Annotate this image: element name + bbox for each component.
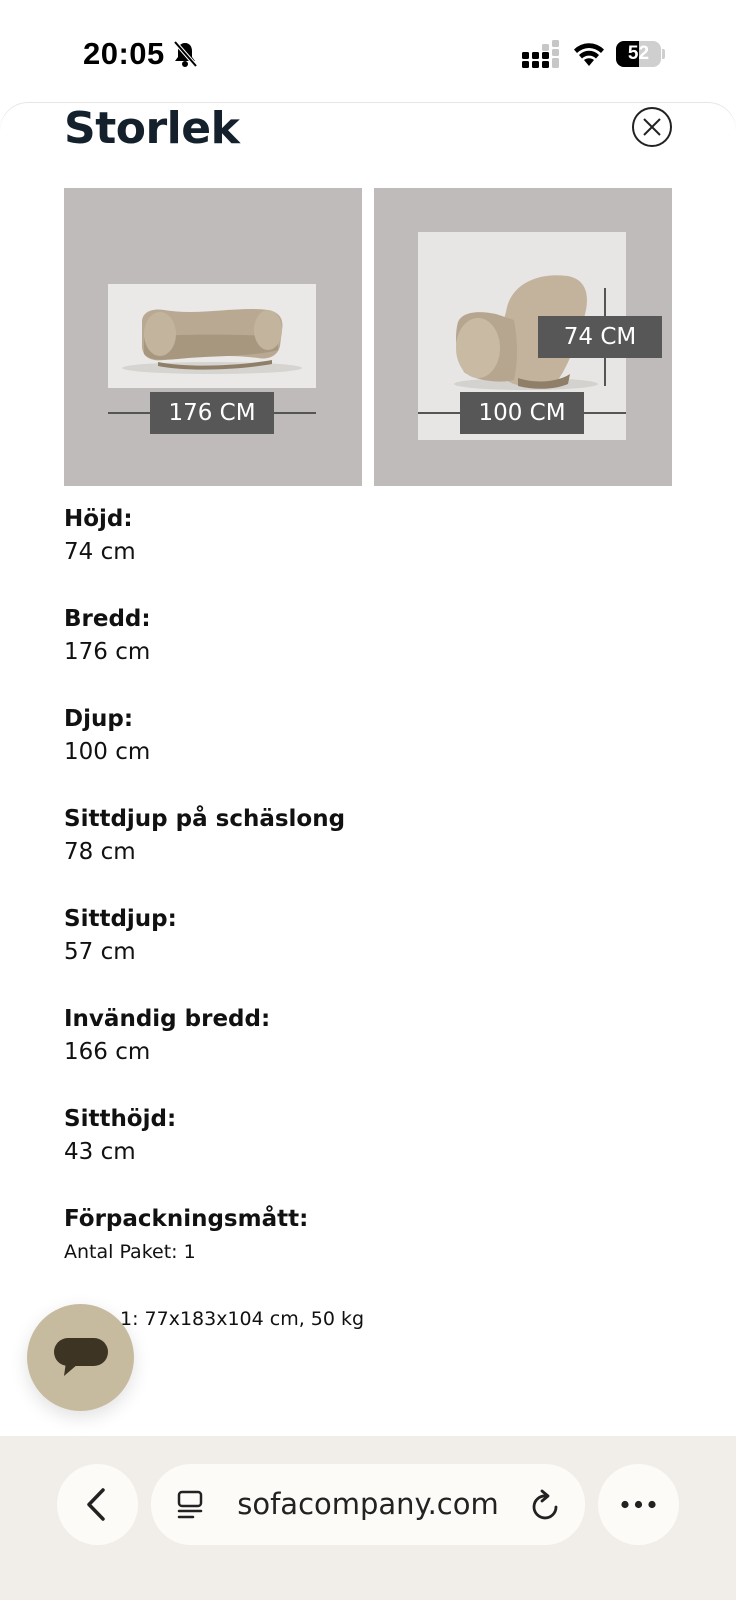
- sofa-width-image: [64, 188, 362, 486]
- spec-item-width: [64, 603, 684, 669]
- spec-label: Sittdjup på schäslong: [64, 806, 346, 832]
- depth-dimension-label: 100 CM: [460, 392, 584, 434]
- reload-icon[interactable]: [531, 1488, 561, 1520]
- sofa-front-illustration: [108, 284, 316, 388]
- wifi-icon: [572, 40, 606, 68]
- packaging-count: Antal Paket: 1: [64, 1241, 196, 1263]
- more-button[interactable]: [598, 1464, 679, 1545]
- spec-item-seat-height: [64, 1103, 684, 1169]
- spec-item-seat-depth: [64, 903, 684, 969]
- spec-label: Djup:: [64, 706, 134, 732]
- spec-item-height: [64, 503, 684, 569]
- spec-label: Bredd:: [64, 606, 151, 632]
- address-bar[interactable]: [151, 1464, 585, 1545]
- spec-value: 166 cm: [64, 1039, 151, 1065]
- spec-label: Sittdjup:: [64, 906, 177, 932]
- battery-icon: [616, 41, 664, 67]
- spec-item-packaging: [64, 1203, 684, 1336]
- sofa-front-photo: [108, 284, 316, 388]
- width-dimension-label: 176 CM: [150, 392, 274, 434]
- specs-list: [64, 503, 684, 1336]
- back-button[interactable]: [57, 1464, 138, 1545]
- status-bar: [0, 0, 736, 100]
- spec-item-inner-width: [64, 1003, 684, 1069]
- battery-percent: 52: [627, 43, 650, 64]
- spec-item-chaise-seat-depth: [64, 803, 684, 869]
- sofa-side-image: [374, 188, 672, 486]
- more-horizontal-icon: [598, 1464, 679, 1545]
- status-time: 20:05: [83, 36, 165, 71]
- bell-slash-icon: [172, 40, 198, 68]
- spec-value: 78 cm: [64, 839, 136, 865]
- cellular-signal-icon: [522, 40, 560, 68]
- spec-label: Förpackningsmått:: [64, 1206, 309, 1232]
- spec-value: 176 cm: [64, 639, 151, 665]
- close-button[interactable]: [632, 107, 672, 147]
- height-dimension-label: 74 CM: [538, 316, 662, 358]
- spec-label: Invändig bredd:: [64, 1006, 271, 1032]
- packaging-detail: 1: 77x183x104 cm, 50 kg: [120, 1308, 365, 1330]
- chat-bubble-icon: [54, 1338, 108, 1378]
- spec-value: 100 cm: [64, 739, 151, 765]
- spec-item-depth: [64, 703, 684, 769]
- browser-toolbar: [0, 1436, 736, 1600]
- spec-value: 43 cm: [64, 1139, 136, 1165]
- spec-value: 57 cm: [64, 939, 136, 965]
- spec-label: Höjd:: [64, 506, 133, 532]
- chat-button[interactable]: [27, 1304, 134, 1411]
- sheet-title: Storlek: [64, 103, 240, 154]
- url-text[interactable]: sofacompany.com: [237, 1487, 499, 1521]
- chevron-left-icon: [57, 1464, 138, 1545]
- size-sheet: [0, 103, 736, 1435]
- close-circle-icon: [643, 118, 661, 136]
- spec-label: Sitthöjd:: [64, 1106, 177, 1132]
- spec-value: 74 cm: [64, 539, 136, 565]
